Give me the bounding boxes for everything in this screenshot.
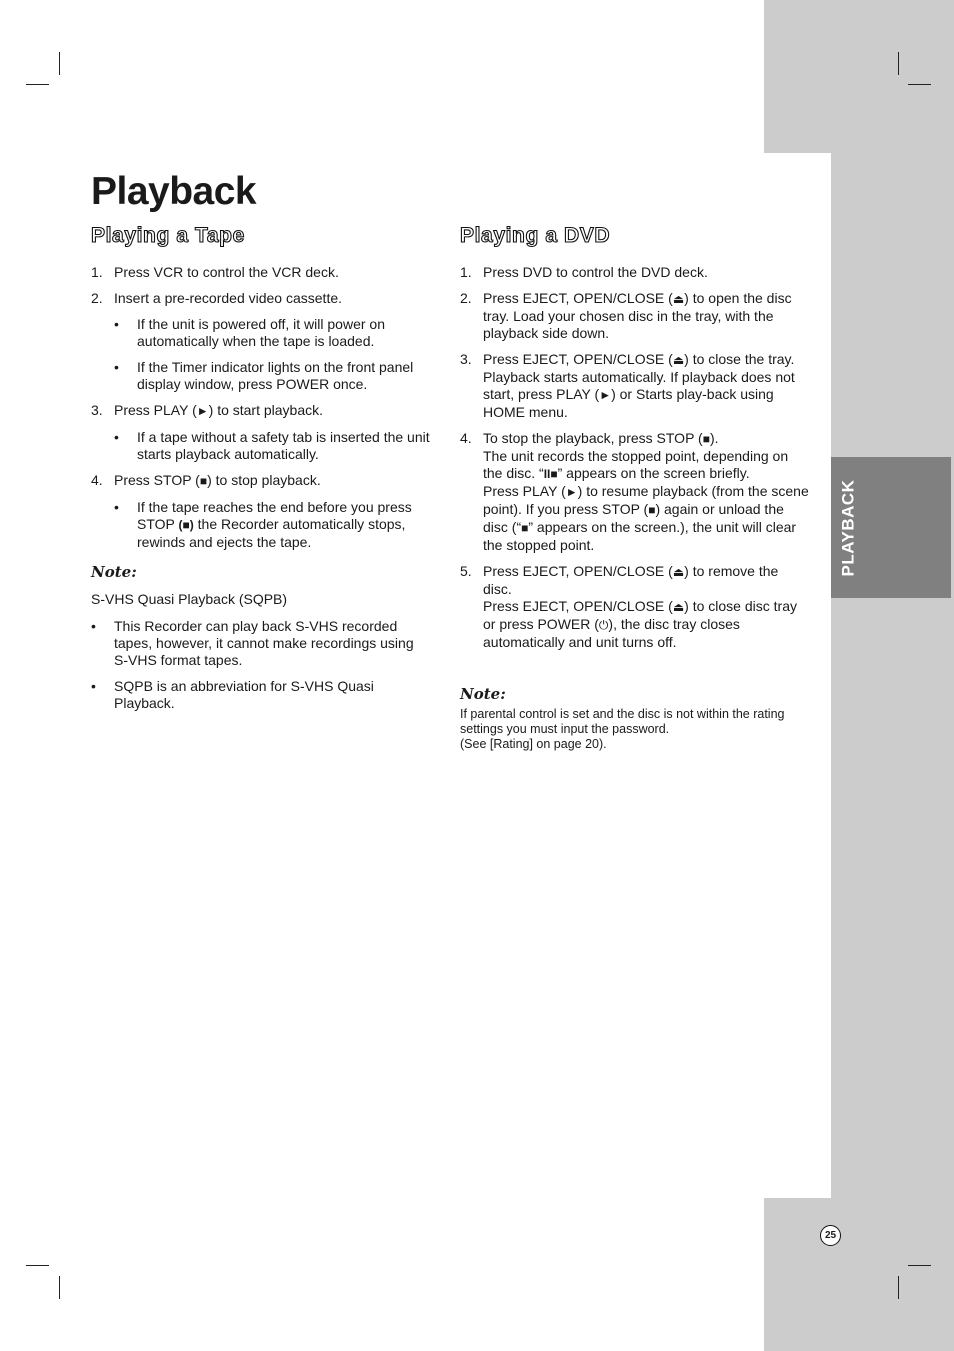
dvd-step-4: 4. To stop the playback, press STOP (■). The unit records the stopped point, depending on the disc. “II■” appears on the screen briefly. Press PLAY (►) to resume playback (from the scene point). If you press STOP (■) again or unload the disc (“■” appears on the screen.), the unit will clear the stopped point. [460, 430, 809, 553]
page-title: Playback [91, 170, 257, 213]
crop-mark [26, 1265, 49, 1266]
pause-stop-icon: II■ [543, 467, 558, 481]
stop-icon: ■ [521, 521, 529, 535]
play-icon: ► [565, 485, 578, 499]
tape-step-2: 2. Insert a pre-recorded video cassette. [91, 290, 343, 306]
dvd-step-3: 3. Press EJECT, OPEN/CLOSE (⏏) to close the tray. Playback starts automatically. If playback does not start, press PLAY (►) or Starts play-back using HOME menu. [460, 351, 795, 420]
tape-section [91, 224, 431, 721]
tape-step-3: 3. Press PLAY (►) to start playback. [91, 402, 324, 418]
tape-bullet-1: • If the unit is powered off, it will power on automatically when the tape is loaded. [114, 316, 385, 349]
tape-bullet-3: • If a tape without a safety tab is inserted the unit starts playback automatically. [114, 429, 430, 462]
tape-note-bullet-1: • This Recorder can play back S-VHS recorded tapes, however, it cannot make recordings using S-VHS format tapes. [91, 618, 414, 668]
crop-mark [59, 52, 60, 75]
stop-icon: ■ [702, 432, 710, 446]
stop-icon: (■) [178, 518, 194, 532]
dvd-step-2: 2. Press EJECT, OPEN/CLOSE (⏏) to open the disc tray. Load your chosen disc in the tray, with the playback side down. [460, 290, 792, 341]
crop-mark [898, 1276, 899, 1299]
tape-step-1: 1. Press VCR to control the VCR deck. [91, 264, 339, 280]
play-icon: ► [599, 388, 612, 402]
eject-icon: ⏏ [672, 600, 685, 614]
tape-heading: Playing a Tape [91, 224, 245, 247]
play-icon: ► [196, 404, 209, 418]
section-tab-label: PLAYBACK [838, 479, 858, 576]
tape-bullet-4: • If the tape reaches the end before you press STOP (■) the Recorder automatically stops, rewinds and ejects the tape. [114, 499, 412, 550]
crop-mark [908, 1265, 931, 1266]
tape-note-bullet-2: • SQPB is an abbreviation for S-VHS Quasi Playback. [91, 678, 374, 711]
dvd-heading: Playing a DVD [460, 224, 611, 247]
tape-note-heading: Note: [91, 563, 137, 581]
dvd-note-heading: Note: [460, 685, 506, 703]
dvd-step-5: 5. Press EJECT, OPEN/CLOSE (⏏) to remove the disc. Press EJECT, OPEN/CLOSE (⏏) to close disc tray or press POWER (⏻), the disc tray closes automatically and unit turns off. [460, 563, 797, 650]
dvd-note-text: If parental control is set and the disc is not within the rating settings you must input the password. [460, 707, 785, 736]
tape-step-4: 4. Press STOP (■) to stop playback. [91, 472, 321, 488]
dvd-note-ref: (See [Rating] on page 20). [460, 737, 607, 751]
eject-icon: ⏏ [672, 292, 685, 306]
crop-mark [26, 84, 49, 85]
page-number-badge: 25 [820, 1225, 841, 1246]
tape-bullet-2: • If the Timer indicator lights on the front panel display window, press POWER once. [114, 359, 414, 392]
tape-note-line: S-VHS Quasi Playback (SQPB) [91, 591, 288, 607]
dvd-step-1: 1. Press DVD to control the DVD deck. [460, 264, 708, 280]
crop-mark [59, 1276, 60, 1299]
power-icon: ⏻ [598, 618, 609, 632]
stop-icon: ■ [199, 474, 208, 488]
dvd-section [460, 224, 810, 752]
eject-icon: ⏏ [672, 565, 685, 579]
crop-mark [898, 52, 899, 75]
crop-mark [908, 84, 931, 85]
eject-icon: ⏏ [672, 353, 685, 367]
stop-icon: ■ [648, 503, 656, 517]
